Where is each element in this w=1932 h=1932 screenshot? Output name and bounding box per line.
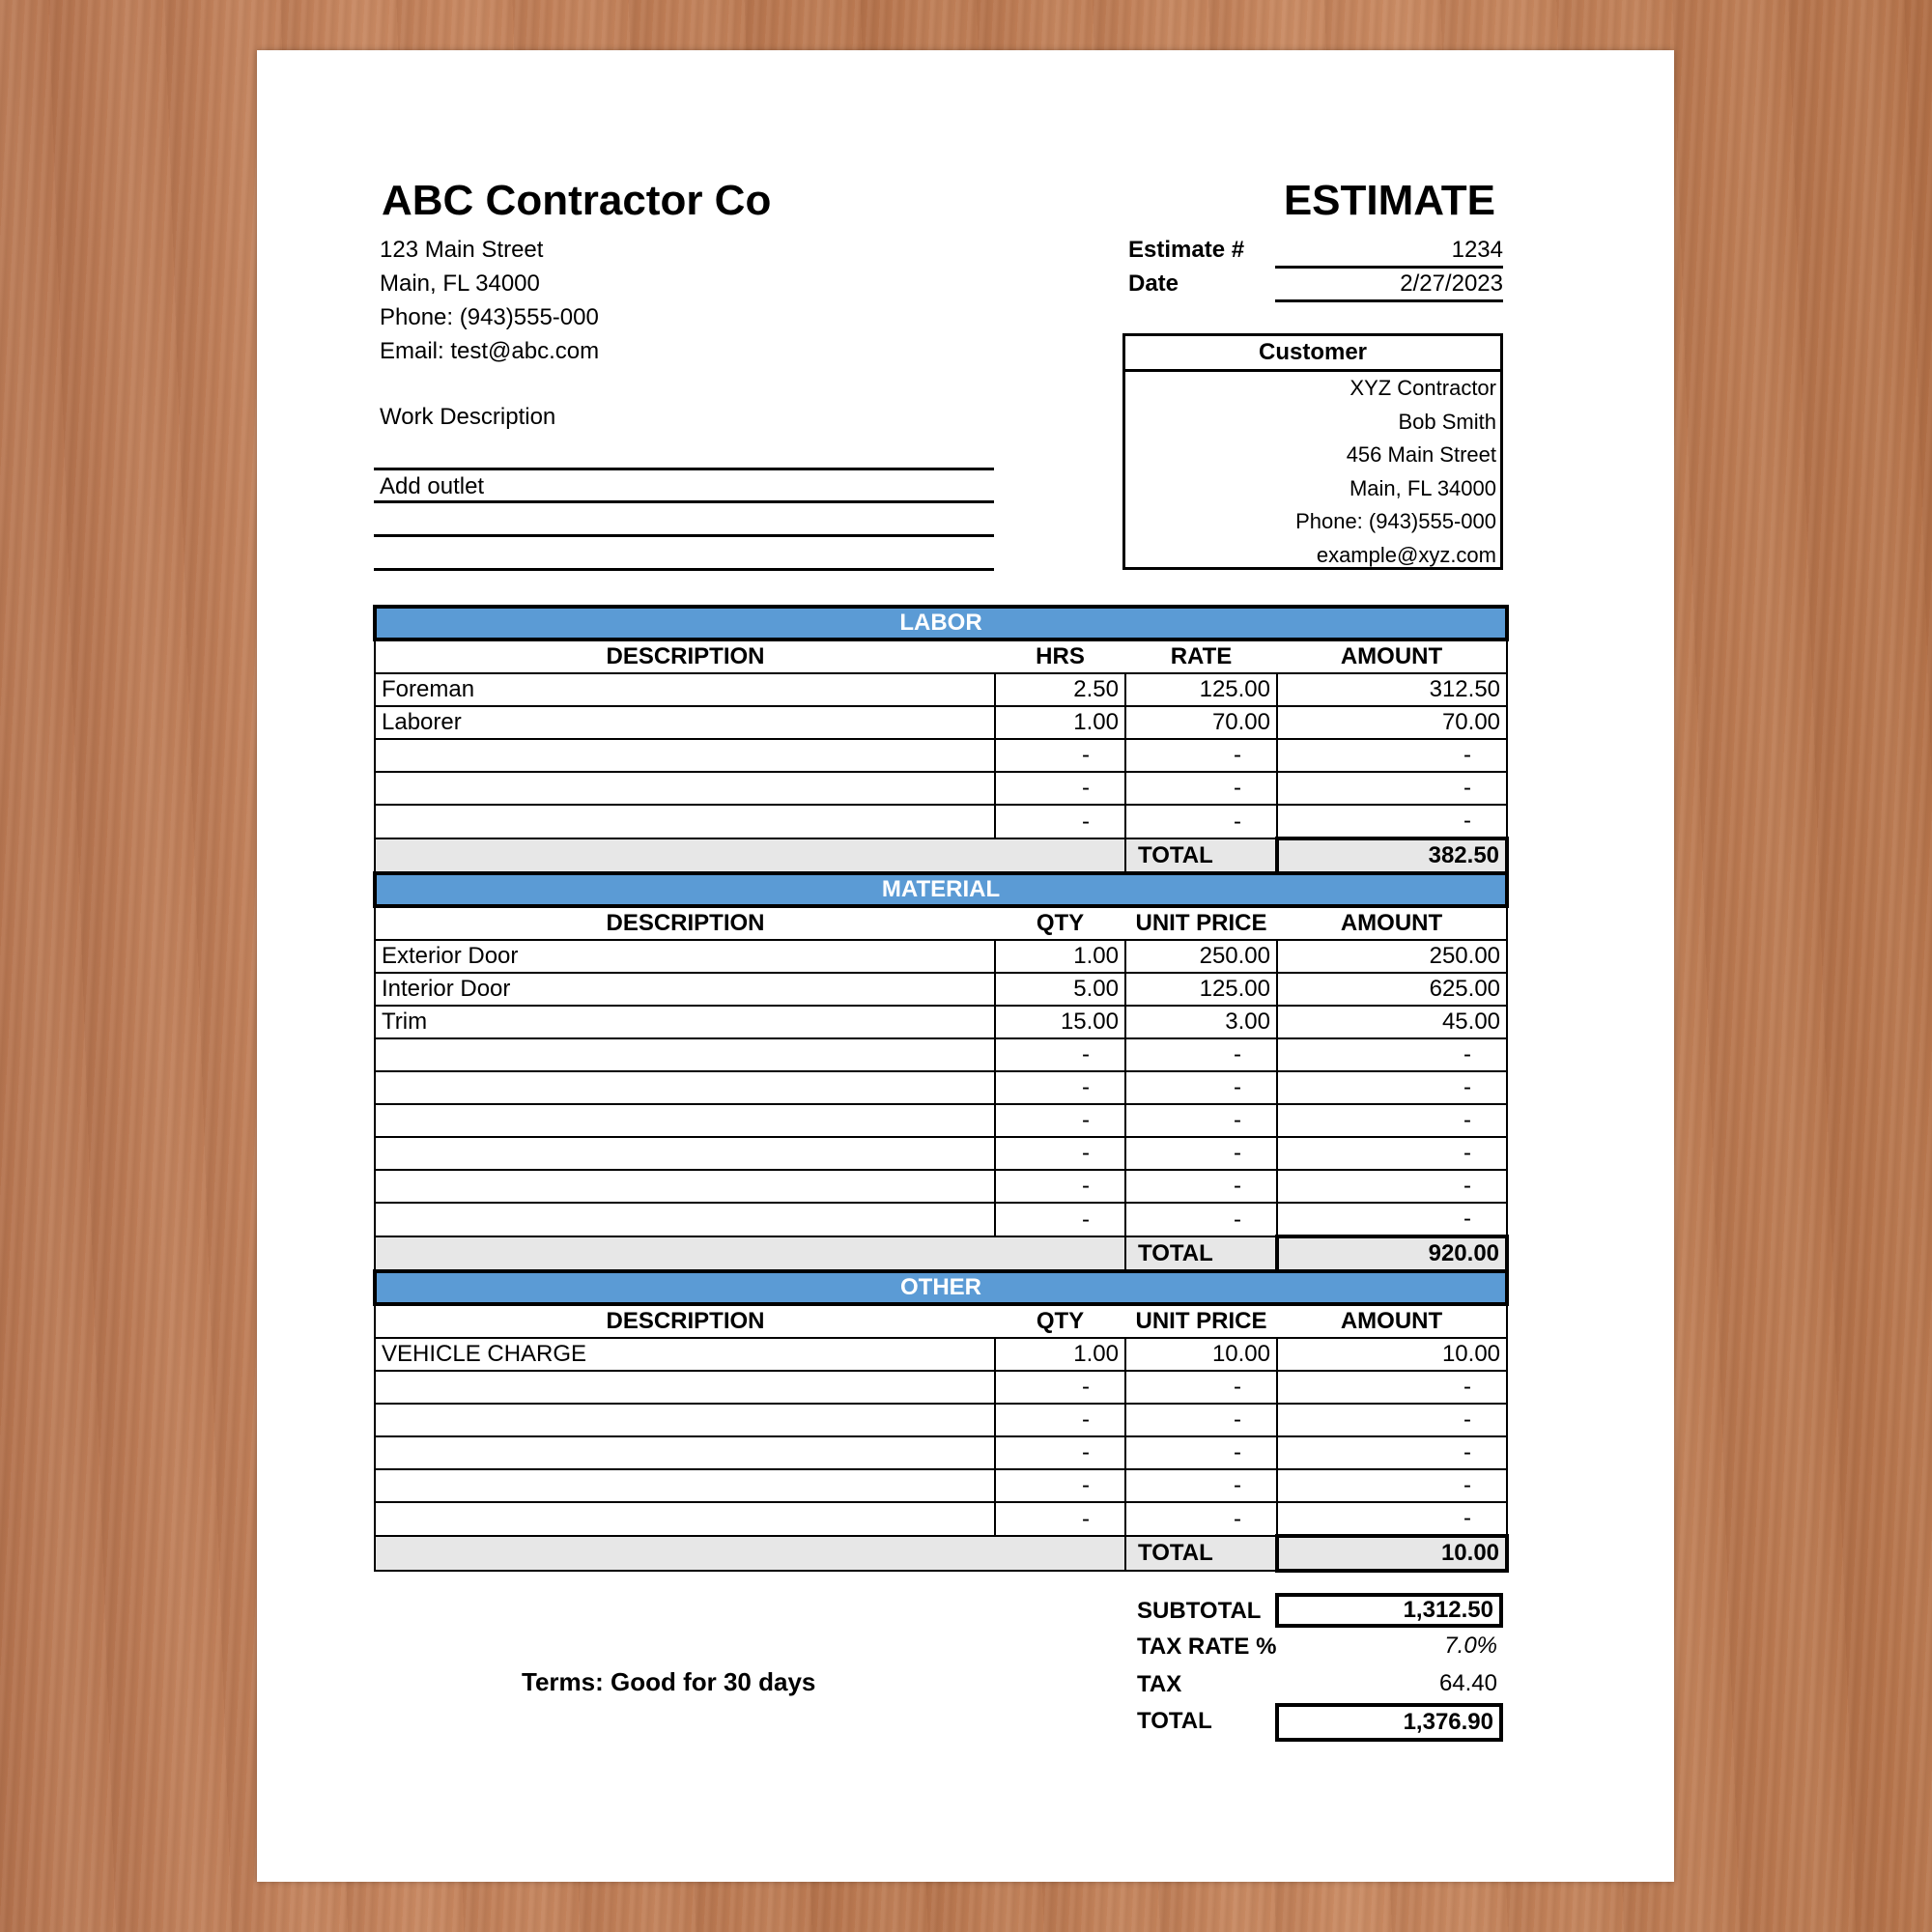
- other-cell-rate[interactable]: -: [1125, 1502, 1277, 1536]
- labor-total-label: TOTAL: [1125, 838, 1277, 873]
- work-description-line-3: [374, 537, 994, 571]
- table-row: [375, 772, 1507, 805]
- customer-heading: Customer: [1125, 336, 1500, 372]
- estimate-number-value: 1234: [1275, 234, 1503, 269]
- material-cell-quantity[interactable]: -: [995, 1038, 1125, 1071]
- material-cell-amount[interactable]: -: [1277, 1071, 1507, 1104]
- labor-cell-amount[interactable]: -: [1277, 739, 1507, 772]
- other-cell-description[interactable]: [375, 1404, 995, 1436]
- material-cell-amount[interactable]: 250.00: [1277, 940, 1507, 973]
- other-cell-description[interactable]: [375, 1371, 995, 1404]
- material-cell-description[interactable]: [375, 1170, 995, 1203]
- labor-section-title: LABOR: [375, 607, 1507, 639]
- other-total-spacer: [375, 1536, 1125, 1571]
- material-cell-rate[interactable]: 125.00: [1125, 973, 1277, 1006]
- other-cell-description[interactable]: VEHICLE CHARGE: [375, 1338, 995, 1371]
- labor-cell-quantity[interactable]: -: [995, 772, 1125, 805]
- other-cell-rate[interactable]: -: [1125, 1404, 1277, 1436]
- other-cell-rate[interactable]: -: [1125, 1469, 1277, 1502]
- table-row: [375, 1203, 1507, 1236]
- other-total-row: [375, 1536, 1507, 1571]
- table-row: [375, 1104, 1507, 1137]
- labor-section-header: [375, 607, 1507, 639]
- tax-label: TAX: [1137, 1671, 1182, 1697]
- material-cell-amount[interactable]: -: [1277, 1170, 1507, 1203]
- material-cell-description[interactable]: [375, 1137, 995, 1170]
- material-cell-quantity[interactable]: -: [995, 1104, 1125, 1137]
- other-header-qty: QTY: [995, 1304, 1125, 1338]
- customer-company: XYZ Contractor: [1350, 376, 1496, 400]
- labor-header-amount: AMOUNT: [1277, 639, 1507, 673]
- work-description-label: Work Description: [380, 404, 556, 430]
- other-cell-description[interactable]: [375, 1469, 995, 1502]
- material-cell-description[interactable]: [375, 1203, 995, 1236]
- table-row: [375, 940, 1507, 973]
- labor-header-hrs: HRS: [995, 639, 1125, 673]
- other-total-value: 10.00: [1277, 1536, 1507, 1571]
- estimate-table: [373, 605, 1509, 1573]
- other-section-title: OTHER: [375, 1271, 1507, 1304]
- labor-cell-description[interactable]: Laborer: [375, 706, 995, 739]
- material-cell-quantity[interactable]: 1.00: [995, 940, 1125, 973]
- other-cell-amount[interactable]: -: [1277, 1469, 1507, 1502]
- material-cell-amount[interactable]: -: [1277, 1137, 1507, 1170]
- company-phone: Phone: (943)555-000: [380, 304, 599, 330]
- labor-cell-description[interactable]: [375, 805, 995, 838]
- material-cell-description[interactable]: Trim: [375, 1006, 995, 1038]
- table-row: [375, 1170, 1507, 1203]
- labor-cell-rate[interactable]: -: [1125, 772, 1277, 805]
- tax-value: 64.40: [1438, 1670, 1497, 1696]
- document-title: ESTIMATE: [1283, 177, 1495, 224]
- labor-cell-rate[interactable]: -: [1125, 805, 1277, 838]
- table-row: [375, 1338, 1507, 1371]
- material-total-spacer: [375, 1236, 1125, 1271]
- company-email: Email: test@abc.com: [380, 338, 600, 364]
- material-cell-quantity[interactable]: -: [995, 1071, 1125, 1104]
- table-row: [375, 706, 1507, 739]
- other-cell-amount[interactable]: -: [1277, 1436, 1507, 1469]
- table-row: [375, 1006, 1507, 1038]
- other-header-amount: AMOUNT: [1277, 1304, 1507, 1338]
- date-value: 2/27/2023: [1275, 268, 1503, 302]
- material-header-amount: AMOUNT: [1277, 906, 1507, 940]
- material-cell-rate[interactable]: -: [1125, 1203, 1277, 1236]
- grand-total-value: 1,376.90: [1275, 1703, 1503, 1742]
- material-cell-quantity[interactable]: -: [995, 1137, 1125, 1170]
- material-cell-quantity[interactable]: -: [995, 1170, 1125, 1203]
- customer-email: example@xyz.com: [1316, 542, 1496, 567]
- labor-cell-amount[interactable]: -: [1277, 772, 1507, 805]
- labor-cell-description[interactable]: [375, 739, 995, 772]
- table-row: [375, 1502, 1507, 1536]
- other-cell-rate[interactable]: -: [1125, 1371, 1277, 1404]
- other-cell-amount[interactable]: 10.00: [1277, 1338, 1507, 1371]
- material-total-label: TOTAL: [1125, 1236, 1277, 1271]
- material-cell-description[interactable]: [375, 1038, 995, 1071]
- labor-header-rate: RATE: [1125, 639, 1277, 673]
- material-cell-amount[interactable]: 625.00: [1277, 973, 1507, 1006]
- table-row: [375, 1404, 1507, 1436]
- other-cell-quantity[interactable]: -: [995, 1436, 1125, 1469]
- company-address-city: Main, FL 34000: [380, 270, 540, 297]
- material-cell-rate[interactable]: -: [1125, 1170, 1277, 1203]
- material-cell-quantity[interactable]: 5.00: [995, 973, 1125, 1006]
- labor-cell-amount[interactable]: 312.50: [1277, 673, 1507, 706]
- other-header-description: DESCRIPTION: [375, 1304, 995, 1338]
- material-cell-rate[interactable]: -: [1125, 1104, 1277, 1137]
- labor-cell-rate[interactable]: 125.00: [1125, 673, 1277, 706]
- company-address-street: 123 Main Street: [380, 237, 544, 263]
- other-total-label: TOTAL: [1125, 1536, 1277, 1571]
- labor-total-row: [375, 838, 1507, 873]
- other-cell-rate[interactable]: -: [1125, 1436, 1277, 1469]
- labor-cell-description[interactable]: [375, 772, 995, 805]
- other-column-headers: [375, 1304, 1507, 1338]
- material-header-qty: QTY: [995, 906, 1125, 940]
- material-cell-description[interactable]: Interior Door: [375, 973, 995, 1006]
- customer-contact: Bob Smith: [1398, 409, 1496, 434]
- date-label: Date: [1128, 270, 1179, 297]
- customer-box: [1122, 333, 1503, 570]
- labor-cell-quantity[interactable]: 2.50: [995, 673, 1125, 706]
- other-cell-description[interactable]: [375, 1502, 995, 1536]
- other-cell-amount[interactable]: -: [1277, 1371, 1507, 1404]
- material-cell-rate[interactable]: -: [1125, 1071, 1277, 1104]
- grand-total-label: TOTAL: [1137, 1708, 1212, 1734]
- tax-rate-value: 7.0%: [1444, 1633, 1497, 1659]
- labor-column-headers: [375, 639, 1507, 673]
- other-cell-quantity[interactable]: -: [995, 1469, 1125, 1502]
- labor-total-spacer: [375, 838, 1125, 873]
- table-row: [375, 973, 1507, 1006]
- table-row: [375, 1371, 1507, 1404]
- material-header-unit-price: UNIT PRICE: [1125, 906, 1277, 940]
- labor-cell-amount[interactable]: 70.00: [1277, 706, 1507, 739]
- work-description-line-2: [374, 503, 994, 537]
- material-cell-quantity[interactable]: -: [995, 1203, 1125, 1236]
- other-cell-rate[interactable]: 10.00: [1125, 1338, 1277, 1371]
- customer-city: Main, FL 34000: [1349, 475, 1496, 500]
- terms-text: Terms: Good for 30 days: [522, 1667, 816, 1696]
- material-cell-rate[interactable]: 3.00: [1125, 1006, 1277, 1038]
- other-cell-quantity[interactable]: -: [995, 1371, 1125, 1404]
- other-cell-amount[interactable]: -: [1277, 1502, 1507, 1536]
- customer-street: 456 Main Street: [1346, 442, 1496, 467]
- material-section-header: [375, 873, 1507, 906]
- material-cell-description[interactable]: Exterior Door: [375, 940, 995, 973]
- other-header-unit-price: UNIT PRICE: [1125, 1304, 1277, 1338]
- labor-cell-quantity[interactable]: -: [995, 739, 1125, 772]
- estimate-number-label: Estimate #: [1128, 237, 1245, 263]
- table-row: [375, 1137, 1507, 1170]
- material-cell-amount[interactable]: -: [1277, 1203, 1507, 1236]
- table-row: [375, 1038, 1507, 1071]
- material-total-row: [375, 1236, 1507, 1271]
- labor-cell-quantity[interactable]: 1.00: [995, 706, 1125, 739]
- material-cell-description[interactable]: [375, 1071, 995, 1104]
- labor-cell-amount[interactable]: -: [1277, 805, 1507, 838]
- table-row: [375, 1469, 1507, 1502]
- labor-cell-quantity[interactable]: -: [995, 805, 1125, 838]
- material-section-title: MATERIAL: [375, 873, 1507, 906]
- material-cell-description[interactable]: [375, 1104, 995, 1137]
- tax-rate-label: TAX RATE %: [1137, 1634, 1277, 1660]
- work-description-line-1: Add outlet: [374, 469, 994, 503]
- labor-header-description: DESCRIPTION: [375, 639, 995, 673]
- material-cell-rate[interactable]: 250.00: [1125, 940, 1277, 973]
- table-row: [375, 739, 1507, 772]
- material-cell-amount[interactable]: -: [1277, 1038, 1507, 1071]
- other-cell-quantity[interactable]: 1.00: [995, 1338, 1125, 1371]
- material-cell-rate[interactable]: -: [1125, 1038, 1277, 1071]
- other-cell-quantity[interactable]: -: [995, 1502, 1125, 1536]
- subtotal-label: SUBTOTAL: [1137, 1598, 1262, 1624]
- material-cell-quantity[interactable]: 15.00: [995, 1006, 1125, 1038]
- material-cell-rate[interactable]: -: [1125, 1137, 1277, 1170]
- table-row: [375, 1436, 1507, 1469]
- other-cell-quantity[interactable]: -: [995, 1404, 1125, 1436]
- customer-phone: Phone: (943)555-000: [1295, 509, 1496, 533]
- material-cell-amount[interactable]: -: [1277, 1104, 1507, 1137]
- material-header-description: DESCRIPTION: [375, 906, 995, 940]
- other-cell-description[interactable]: [375, 1436, 995, 1469]
- other-cell-amount[interactable]: -: [1277, 1404, 1507, 1436]
- material-cell-amount[interactable]: 45.00: [1277, 1006, 1507, 1038]
- labor-cell-rate[interactable]: -: [1125, 739, 1277, 772]
- other-section-header: [375, 1271, 1507, 1304]
- table-row: [375, 805, 1507, 838]
- labor-total-value: 382.50: [1277, 838, 1507, 873]
- labor-cell-rate[interactable]: 70.00: [1125, 706, 1277, 739]
- table-row: [375, 1071, 1507, 1104]
- labor-cell-description[interactable]: Foreman: [375, 673, 995, 706]
- subtotal-value: 1,312.50: [1275, 1593, 1503, 1628]
- table-row: [375, 673, 1507, 706]
- material-total-value: 920.00: [1277, 1236, 1507, 1271]
- company-name: ABC Contractor Co: [382, 177, 772, 224]
- material-column-headers: [375, 906, 1507, 940]
